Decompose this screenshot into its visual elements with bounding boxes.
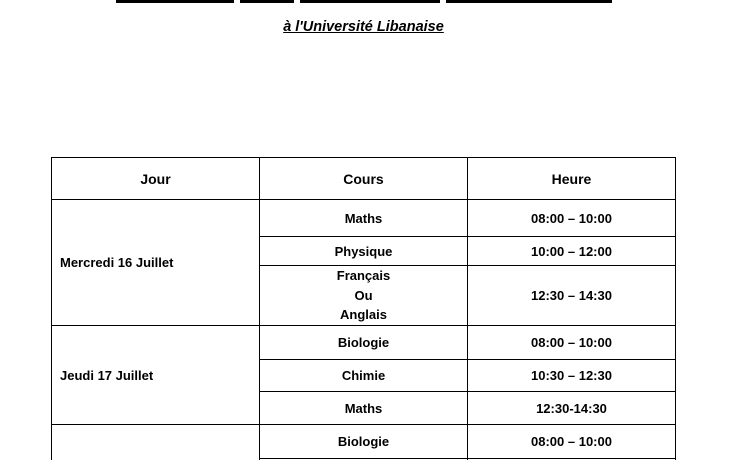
table-row (52, 425, 676, 459)
header-course: Cours (260, 158, 468, 200)
time-cell: 10:30 – 12:30 (468, 360, 676, 392)
time-cell: 08:00 – 10:00 (468, 200, 676, 237)
course-line: Français (336, 268, 391, 284)
header-time: Heure (468, 158, 676, 200)
course-cell: Chimie (260, 360, 468, 392)
time-cell: 08:00 – 10:00 (468, 425, 676, 459)
time-cell: 08:00 – 10:00 (468, 326, 676, 360)
course-cell: Biologie (260, 425, 468, 459)
course-line: Anglais (340, 307, 387, 323)
time-cell: 12:30-14:30 (468, 392, 676, 425)
document-subtitle: à l'Université Libanaise (283, 19, 444, 35)
table-row (52, 326, 676, 360)
course-cell: Maths (260, 200, 468, 237)
exam-schedule-table (51, 157, 676, 460)
course-cell: Biologie (260, 326, 468, 360)
cropped-title-underline (116, 0, 612, 4)
day-cell: Jeudi 17 Juillet (52, 326, 260, 425)
day-cell: Mercredi 16 Juillet (52, 200, 260, 326)
header-day: Jour (52, 158, 260, 200)
course-cell (260, 266, 468, 326)
course-cell: Physique (260, 237, 468, 266)
table-row (52, 200, 676, 237)
time-cell: 12:30 – 14:30 (468, 266, 676, 326)
table-header-row (52, 158, 676, 200)
course-cell: Maths (260, 392, 468, 425)
course-line: Ou (354, 287, 373, 303)
time-cell: 10:00 – 12:00 (468, 237, 676, 266)
day-cell (52, 425, 260, 460)
